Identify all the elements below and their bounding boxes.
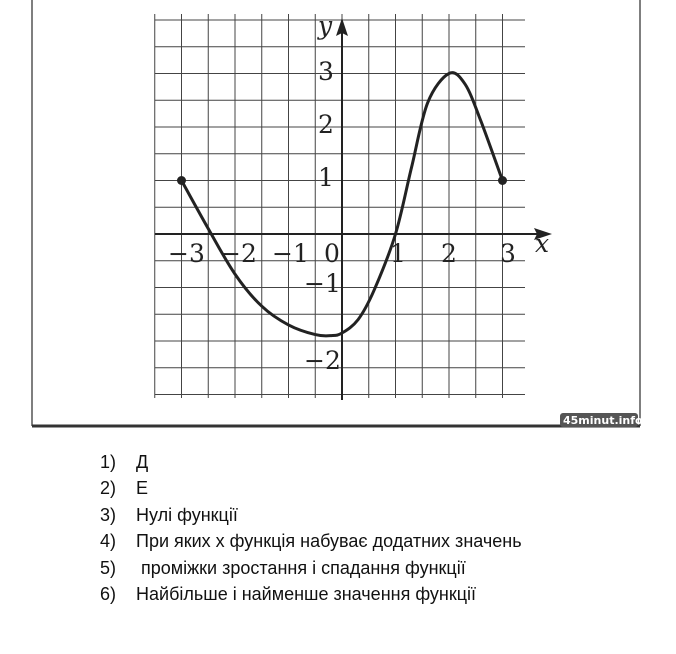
task-number: 2) [100, 478, 117, 499]
x-tick-label: 2 [441, 239, 457, 268]
y-tick-label: 2 [318, 110, 334, 139]
x-axis-name: x [535, 229, 550, 258]
x-tick-label: 1 [390, 239, 406, 268]
task-number: 1) [100, 451, 117, 472]
task-item [100, 555, 522, 582]
task-item [100, 449, 522, 476]
task-item [100, 476, 522, 503]
y-tick-label: −2 [304, 346, 341, 375]
y-axis-name: y [318, 11, 333, 40]
task-text: При яких х функція набуває додатних значень [136, 531, 522, 552]
task-text: Д [136, 451, 149, 472]
task-number: 3) [100, 504, 117, 525]
task-text: проміжки зростання і спадання функції [136, 557, 466, 578]
task-item [100, 582, 522, 609]
y-tick-labels [304, 57, 341, 375]
curve-endpoint [177, 176, 186, 185]
y-tick-label: 3 [318, 57, 334, 86]
task-item [100, 502, 522, 529]
x-tick-label: −2 [220, 239, 257, 268]
task-text: Найбільше і найменше значення функції [136, 584, 477, 605]
task-list [100, 449, 522, 608]
grid [155, 14, 525, 398]
curve-endpoint [498, 176, 507, 185]
task-text: Е [136, 478, 149, 499]
x-tick-label: 0 [324, 239, 340, 268]
x-tick-label: −1 [272, 239, 309, 268]
task-text: Нулі функції [136, 504, 238, 525]
task-number: 6) [100, 584, 117, 605]
x-tick-label: 3 [500, 239, 516, 268]
y-tick-label: −1 [304, 269, 341, 298]
watermark-text: 45minut.info [563, 414, 643, 427]
task-number: 4) [100, 531, 117, 552]
x-tick-label: −3 [168, 239, 205, 268]
y-tick-label: 1 [318, 163, 334, 192]
task-item [100, 529, 522, 556]
task-number: 5) [100, 557, 117, 578]
